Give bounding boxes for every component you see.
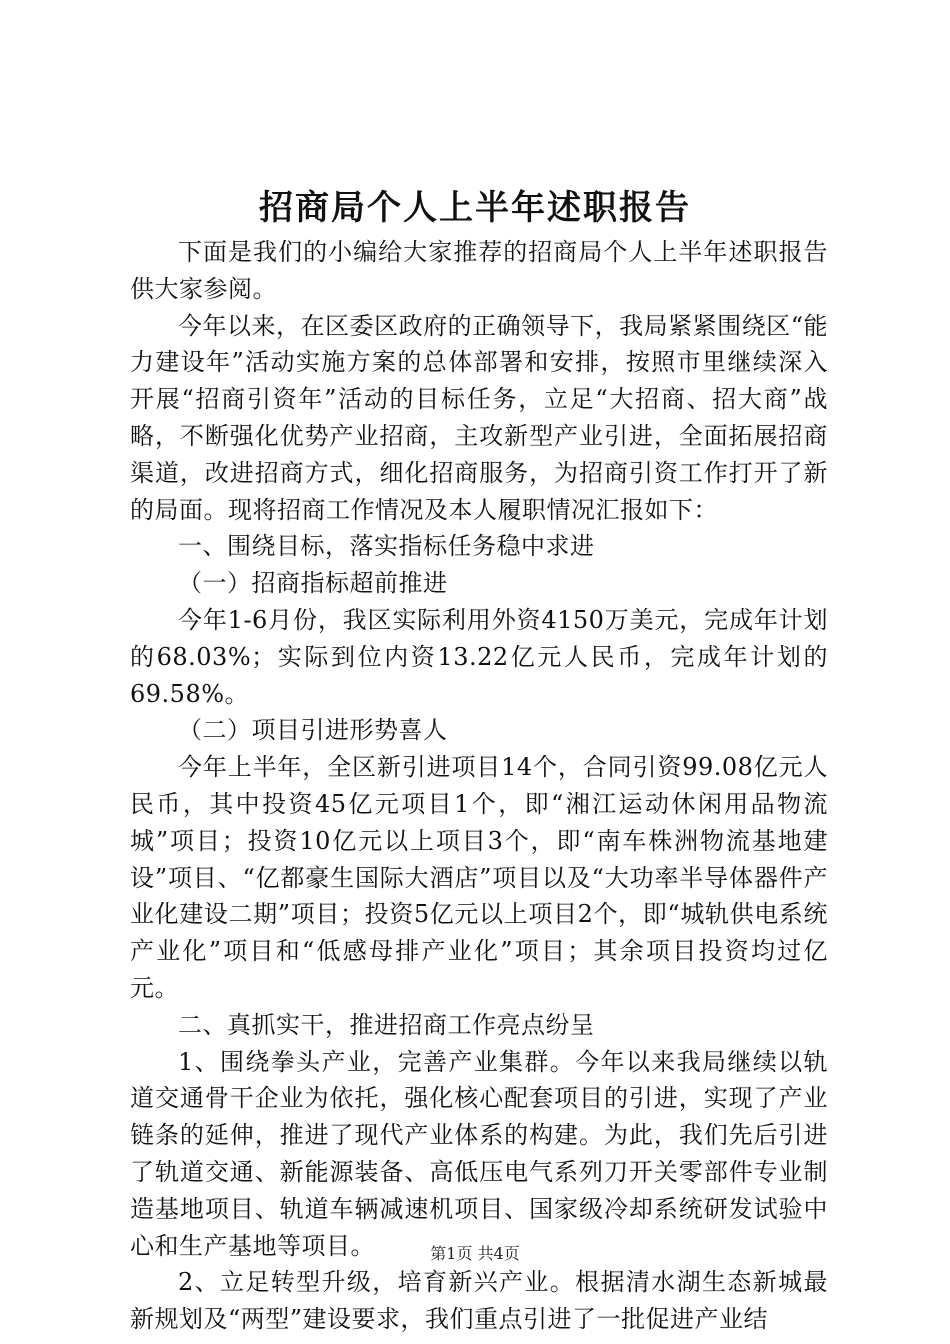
section-heading-1: 一、围绕目标，落实指标任务稳中求进: [178, 532, 595, 561]
document-title: 招商局个人上半年述职报告: [259, 188, 691, 228]
industry-cluster-paragraph: 1、围绕拳头产业，完善产业集群。今年以来我局继续以轨道交通骨干企业为依托，强化核心配套项目的引进，实现了产业链条的延伸，推进了现代产业体系的构建。为此，我们先后引进了轨道交通、新能源装备、高低压电气系列刀开关零部件专业制造基地项目、轨道车辆减速机项目、国家级冷却系统研发试验中心和生产基地等项目。: [130, 1047, 828, 1260]
page-footer: 第1页 共4页: [430, 1244, 520, 1263]
document-body: [130, 234, 828, 1338]
intro-paragraph: 下面是我们的小编给大家推荐的招商局个人上半年述职报告供大家参阅。: [130, 238, 828, 303]
indicator-paragraph: 今年1-6月份，我区实际利用外资4150万美元，完成年计划的68.03%；实际到位内资13.22亿元人民币，完成年计划的69.58%。: [130, 605, 828, 708]
transformation-paragraph: 2、立足转型升级，培育新兴产业。根据清水湖生态新城最新规划及“两型”建设要求，我们重点引进了一批促进产业结: [130, 1268, 828, 1334]
section-heading-2: 二、真抓实干，推进招商工作亮点纷呈: [178, 1010, 595, 1039]
subsection-heading-1: （一）招商指标超前推进: [178, 569, 448, 598]
subsection-heading-2: （二）项目引进形势喜人: [178, 716, 448, 745]
projects-paragraph: 今年上半年，全区新引进项目14个，合同引资99.08亿元人民币，其中投资45亿元项目1个，即“湘江运动休闲用品物流城”项目；投资10亿元以上项目3个，即“南车株洲物流基地建设”项目、“亿都豪生国际大酒店”项目以及“大功率半导体器件产业化建设二期”项目；投资5亿元以上项目2个，即“城轨供电系统产业化”项目和“低感母排产业化”项目；其余项目投资均过亿元。: [130, 753, 828, 1002]
overview-paragraph: 今年以来，在区委区政府的正确领导下，我局紧紧围绕区“能力建设年”活动实施方案的总体部署和安排，按照市里继续深入开展“招商引资年”活动的目标任务，立足“大招商、招大商”战略，不断强化优势产业招商，主攻新型产业引进，全面拓展招商渠道，改进招商方式，细化招商服务，为招商引资工作打开了新的局面。现将招商工作情况及本人履职情况汇报如下：: [130, 311, 828, 524]
